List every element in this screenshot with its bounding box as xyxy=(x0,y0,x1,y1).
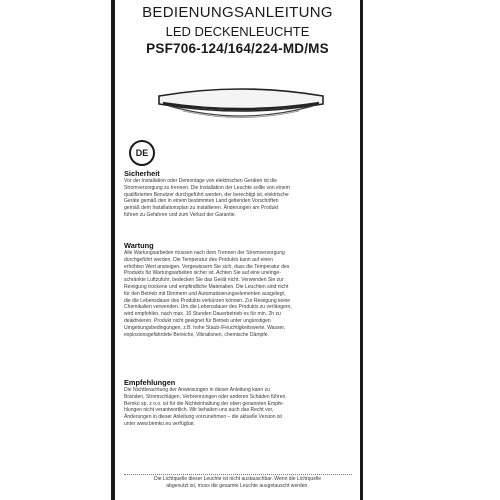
text-line: schränkte Luftzufuhr, bedecken Sie das Gerät nicht. Verwenden Sie zur xyxy=(124,277,284,284)
text-line: für den Betrieb mit Dimmern und Automatisierungselementen ausgelegt, xyxy=(124,290,286,297)
section-heading: Empfehlungen xyxy=(124,378,176,387)
manual-title: BEDIENUNGSANLEITUNG xyxy=(142,4,333,21)
manual-page xyxy=(111,0,363,500)
text-line: Bränden, Stromschlägen, Verbrennungen oder anderen Schäden führen. xyxy=(124,393,287,400)
footer-line: Die Lichtquelle dieser Leuchte ist nicht austauschbar. Wenn die Lichtquelle xyxy=(153,476,322,482)
section-heading: Wartung xyxy=(124,241,154,250)
text-line: hlungen nicht verantwortlich. Wir behalten uns auch das Recht vor, xyxy=(124,407,274,414)
text-line: Reinigung trockene und empfindliche Materialien. Die Leuchten sind nicht xyxy=(124,283,289,290)
text-line: explosionsgefährdete Bereiche, Vibrationen, chemische Dämpfe. xyxy=(124,331,269,338)
text-line: Bemko sp. z o.o. ist für die Nichteinhaltung der oben genannten Empfe- xyxy=(124,400,284,407)
footer-note xyxy=(121,476,354,490)
text-line: Geräte gemäß den in einem bestimmten Land geltenden Vorschriften xyxy=(124,198,279,205)
text-line: die die Lebensdauer des Produkts verkürzen können. Zur Reinigung keine xyxy=(124,297,291,304)
text-line: gemäß dem Installationsplan zu installieren. Änderungen am Produkt xyxy=(124,205,279,212)
section-recommendations xyxy=(124,378,352,428)
text-line: unter www.bemko.eu verfügbar. xyxy=(124,420,195,427)
text-line: Die Nichtbeachtung der Anweisungen in dieser Anleitung kann zu xyxy=(124,387,270,393)
text-line: führen zu Gefahren und zum Verlust der Garantie. xyxy=(124,211,236,218)
text-line: Produkts für Wartungsarbeiten sicher ist. Achten Sie auf eine uneinge- xyxy=(124,270,281,277)
footer-divider xyxy=(124,474,352,475)
section-heading: Sicherheit xyxy=(124,169,160,178)
section-maintenance xyxy=(124,241,352,338)
text-line: Vor der Installation oder Demontage von elektrischen Geräten ist die xyxy=(124,178,277,184)
section-safety xyxy=(124,169,352,219)
text-line: Alle Wartungsarbeiten müssen nach dem Trennen der Stromversorgung xyxy=(124,250,285,256)
text-line: Stromversorgung zu trennen. Die Installation der Leuchte sollte von einem xyxy=(124,184,290,191)
language-badge-de: DE xyxy=(129,140,155,166)
text-line: qualifizierten Benutzer durchgeführt werden, der berechtigt ist, elektrische xyxy=(124,191,289,198)
text-line: Umgebungsbedingungen, z.B. hohe Staub-/Feuchtigkeitswerte, Wasser, xyxy=(124,324,286,331)
manual-subtitle: LED DECKENLEUCHTE xyxy=(165,24,310,39)
ceiling-lamp-illustration xyxy=(155,84,327,126)
text-line: erhöhten Wert ansteigen. Vergewissern Sie sich, dass die Temperatur des xyxy=(124,263,290,270)
text-line: wird empfohlen, nach max. 10 Stunden Dauerbetrieb es für min. 2h zu xyxy=(124,311,281,318)
model-number: PSF706-124/164/224-MD/MS xyxy=(146,41,329,56)
text-line: Änderungen in dieser Anleitung vorzunehmen – die aktuelle Version ist xyxy=(124,414,282,421)
text-line: deaktivieren. Produkt nicht geeignet für Betrieb unter ungünstigen xyxy=(124,317,271,324)
footer-line: abgenutzt ist, muss die gesamte Leuchte ausgetauscht werden. xyxy=(166,483,309,489)
text-line: Chemikalien verwenden. Um die Lebensdauer des Produkts zu verlängern, xyxy=(124,304,292,311)
text-line: durchgeführt werden. Die Temperatur des Produkts kann auf einen xyxy=(124,256,273,263)
